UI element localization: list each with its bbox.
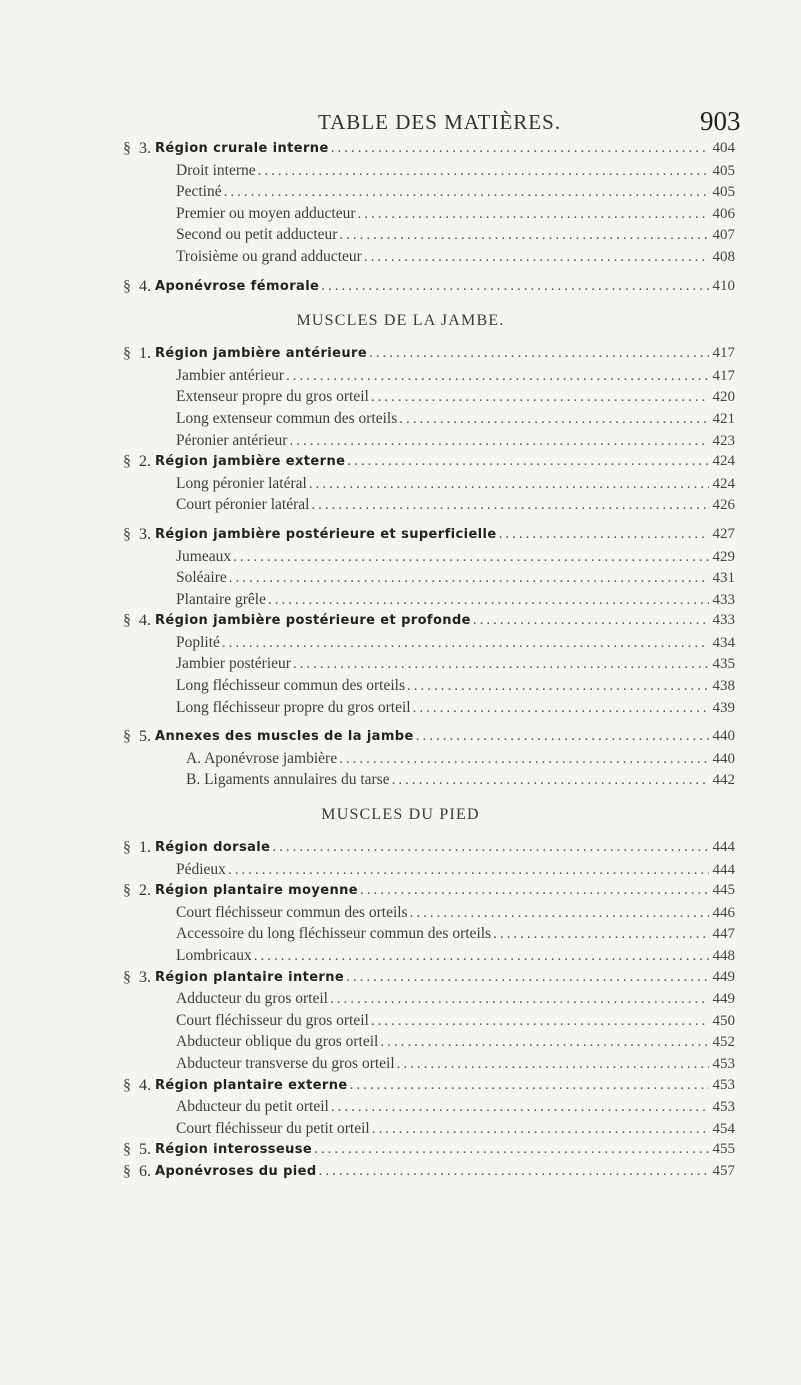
entry-page-number: 424 [712,475,735,492]
dot-leader [392,770,709,792]
entry-line [155,343,735,365]
entry-title: Région crurale interne [155,141,329,156]
entry-title: Aponévroses du pied [155,1163,317,1179]
dot-leader [397,1054,709,1076]
toc-entry [0,697,801,719]
entry-title: Adducteur du gros orteil [176,990,328,1008]
entry-title: Long fléchisseur propre du gros orteil [176,698,411,716]
entry-line [155,880,735,902]
entry-line [176,675,735,698]
toc-section-entry [0,524,801,546]
dot-leader [399,409,708,431]
toc-entry [0,473,801,495]
entry-line [155,726,735,748]
dot-leader [330,989,709,1011]
entry-line [176,1096,735,1119]
toc-entry [0,430,801,452]
section-number: 2. [139,453,151,471]
dot-leader [413,698,709,720]
entry-page-number: 444 [712,839,735,856]
spacer [0,516,801,524]
section-number: 4. [139,277,151,295]
dot-leader [331,1097,709,1119]
dot-leader [286,366,708,388]
dot-leader [372,1119,709,1141]
toc-section-entry [0,1139,801,1161]
entry-title: Long fléchisseur commun des orteils [176,677,406,695]
entry-line [155,524,735,546]
entry-title: Court fléchisseur commun des orteils [176,903,408,921]
dot-leader [347,451,708,473]
entry-line [155,451,735,473]
entry-title: Péronier antérieur [176,431,288,449]
entry-page-number: 448 [712,948,735,964]
section-mark: § [123,1141,131,1159]
toc-entry [0,988,801,1010]
entry-title: Région jambière postérieure et superficielle [155,526,497,542]
entry-title: A. Aponévrose jambière [186,749,338,767]
entry-title: Région plantaire moyenne [155,883,358,899]
section-number: 1. [139,345,151,363]
entry-page-number: 453 [712,1099,735,1116]
toc-entry [0,386,801,408]
entry-title: Région jambière antérieure [155,346,368,362]
section-mark: § [123,1162,131,1180]
entry-page-number: 417 [712,345,735,362]
section-mark: § [123,453,131,471]
toc-entry [0,408,801,430]
section-mark: § [123,345,131,363]
entry-page-number: 405 [712,162,735,179]
section-number: 2. [139,882,151,900]
entry-title: Jumeaux [176,547,232,565]
dot-leader [346,967,708,989]
entry-line [176,203,735,226]
dot-leader [364,247,709,269]
dot-leader [311,495,708,517]
entry-title: Jambier postérieur [176,655,291,673]
entry-line [176,653,735,676]
section-mark: § [123,140,131,157]
entry-title: Région plantaire externe [155,1077,348,1093]
entry-line [176,1010,735,1033]
dot-leader [228,860,709,882]
entry-line [176,1031,735,1054]
entry-title: Long extenseur commun des orteils [176,409,398,427]
entry-title: Région dorsale [155,840,271,856]
section-number: 3. [139,525,151,543]
entry-page-number: 406 [712,205,735,222]
section-mark: § [123,968,131,986]
toc-entry [0,224,801,246]
dot-leader [309,474,709,496]
entry-title: Premier ou moyen adducteur [176,204,356,222]
entry-line [176,181,735,204]
toc-entry [0,246,801,268]
section-number: 3. [139,968,151,986]
dot-leader [416,726,709,748]
toc-section-entry [0,837,801,859]
toc-entry [0,653,801,675]
toc-section-entry [0,610,801,632]
entry-title: Soléaire [176,569,227,587]
toc-entry [0,1031,801,1053]
dot-leader [258,161,709,183]
dot-leader [369,343,708,365]
entry-line [186,748,735,771]
toc-entry [0,1118,801,1140]
entry-title: Annexes des muscles de la jambe [155,729,414,745]
toc-section-entry [0,138,801,160]
toc-section-entry [0,1161,801,1183]
entry-title: Jambier antérieur [176,366,285,384]
entry-page-number: 427 [712,525,735,542]
entry-line [176,923,735,946]
table-of-contents [0,138,801,1183]
entry-line [176,988,735,1011]
entry-page-number: 408 [712,248,735,265]
entry-page-number: 440 [712,728,735,745]
entry-page-number: 455 [712,1141,735,1158]
section-number: 5. [139,1141,151,1159]
entry-page-number: 435 [712,656,735,673]
entry-page-number: 433 [712,591,735,608]
entry-title: Troisième ou grand adducteur [176,247,362,265]
entry-line [176,494,735,517]
entry-title: Court fléchisseur du petit orteil [176,1119,370,1137]
entry-line [176,224,735,247]
entry-line [155,1139,735,1161]
entry-page-number: 410 [712,277,735,294]
dot-leader [407,676,708,698]
entry-page-number: 452 [712,1034,735,1051]
entry-page-number: 433 [712,612,735,629]
entry-line [176,546,735,569]
entry-page-number: 431 [712,570,735,587]
entry-line [155,276,735,298]
entry-page-number: 421 [712,410,735,427]
dot-leader [410,903,709,925]
toc-section-entry [0,1075,801,1097]
section-mark: § [123,882,131,900]
entry-line [186,769,735,792]
section-number: 5. [139,728,151,746]
entry-page-number: 420 [712,389,735,406]
toc-entry [0,181,801,203]
entry-title: Droit interne [176,161,256,179]
section-mark: § [123,525,131,543]
toc-section-entry [0,276,801,298]
section-mark: § [123,277,131,295]
dot-leader [371,1011,709,1033]
page-number: 903 [700,106,741,136]
entry-page-number: 454 [712,1120,735,1137]
entry-page-number: 426 [712,497,735,514]
entry-line [155,967,735,989]
entry-line [176,632,735,655]
entry-title: Région jambière postérieure et profonde [155,613,471,629]
toc-entry [0,902,801,924]
page-header [0,106,801,136]
entry-title: Court péronier latéral [176,496,310,514]
dot-leader [371,387,709,409]
toc-entry [0,675,801,697]
toc-entry [0,923,801,945]
entry-page-number: 447 [712,926,735,943]
entry-line [155,610,735,632]
toc-entry [0,1096,801,1118]
entry-page-number: 449 [712,968,735,985]
entry-page-number: 453 [712,1055,735,1072]
entry-page-number: 446 [712,904,735,921]
dot-leader [224,182,709,204]
spacer [0,268,801,276]
dot-leader [254,946,709,968]
section-number: 4. [139,1076,151,1094]
section-heading: MUSCLES DU PIED [321,806,480,824]
entry-line [155,138,735,160]
spacer [0,718,801,726]
dot-leader [499,524,709,546]
dot-leader [289,431,708,453]
section-number: 1. [139,839,151,857]
entry-line [176,386,735,409]
toc-entry [0,769,801,791]
toc-entry [0,160,801,182]
toc-entry [0,945,801,967]
entry-page-number: 449 [712,991,735,1008]
section-mark: § [123,728,131,746]
entry-title: Lombricaux [176,947,252,964]
toc-entry [0,203,801,225]
entry-title: Région jambière externe [155,454,346,470]
dot-leader [339,749,708,771]
entry-page-number: 457 [712,1162,735,1179]
dot-leader [360,880,709,902]
toc-entry [0,365,801,387]
entry-line [176,1118,735,1141]
dot-leader [380,1032,708,1054]
toc-entry [0,859,801,881]
entry-title: Abducteur transverse du gros orteil [176,1054,395,1072]
entry-line [155,1161,735,1183]
entry-page-number: 405 [712,184,735,201]
entry-page-number: 450 [712,1012,735,1029]
entry-page-number: 439 [712,699,735,716]
toc-entry [0,546,801,568]
entry-page-number: 445 [712,882,735,899]
toc-section-entry [0,967,801,989]
entry-line [176,473,735,496]
entry-page-number: 429 [712,548,735,565]
dot-leader [493,924,708,946]
entry-title: Second ou petit adducteur [176,226,338,244]
section-heading: MUSCLES DE LA JAMBE. [296,312,505,330]
entry-line [155,837,735,859]
entry-title: Pectiné [176,183,222,201]
entry-line [176,408,735,431]
entry-page-number: 424 [712,453,735,470]
dot-leader [272,837,708,859]
dot-leader [350,1075,709,1097]
entry-page-number: 404 [712,140,735,156]
entry-page-number: 407 [712,227,735,244]
dot-leader [357,204,708,226]
entry-page-number: 440 [712,750,735,767]
toc-entry [0,494,801,516]
dot-leader [293,654,709,676]
dot-leader [233,547,708,569]
toc-entry [0,567,801,589]
toc-section-entry [0,451,801,473]
section-mark: § [123,839,131,857]
entry-title: Pédieux [176,860,226,878]
entry-title: Extenseur propre du gros orteil [176,388,369,406]
section-mark: § [123,612,131,630]
entry-line [176,859,735,882]
entry-line [155,1075,735,1097]
entry-line [176,945,735,968]
toc-section-entry [0,343,801,365]
running-title: TABLE DES MATIÈRES. [318,110,562,134]
entry-title: Région plantaire interne [155,969,345,985]
entry-page-number: 444 [712,861,735,878]
entry-line [176,365,735,388]
toc-section-entry [0,880,801,902]
entry-title: Région interosseuse [155,1142,313,1158]
entry-line [176,246,735,269]
entry-title: Accessoire du long fléchisseur commun des orteils [176,925,492,943]
dot-leader [473,610,709,632]
entry-line [176,430,735,453]
entry-line [176,589,735,612]
entry-line [176,567,735,590]
entry-page-number: 438 [712,678,735,695]
entry-title: Abducteur oblique du gros orteil [176,1033,379,1051]
toc-entry [0,1053,801,1075]
toc-section-entry [0,726,801,748]
dot-leader [321,276,708,298]
section-number: 6. [139,1162,151,1180]
section-number: 4. [139,612,151,630]
dot-leader [268,590,709,612]
entry-page-number: 423 [712,432,735,449]
entry-title: B. Ligaments annulaires du tarse [186,771,390,789]
entry-line [176,160,735,183]
dot-leader [229,568,709,590]
entry-title: Abducteur du petit orteil [176,1098,329,1116]
entry-title: Aponévrose fémorale [155,278,320,294]
section-mark: § [123,1076,131,1094]
entry-title: Poplité [176,633,220,651]
entry-line [176,1053,735,1076]
toc-entry [0,748,801,770]
dot-leader [339,225,708,247]
entry-page-number: 442 [712,772,735,789]
entry-page-number: 417 [712,367,735,384]
dot-leader [314,1139,708,1161]
dot-leader [222,633,709,655]
dot-leader [319,1161,709,1183]
toc-entry [0,1010,801,1032]
toc-entry [0,589,801,611]
dot-leader [331,138,709,160]
toc-entry [0,632,801,654]
entry-title: Long péronier latéral [176,474,307,492]
entry-line [176,697,735,720]
entry-page-number: 434 [712,634,735,651]
entry-title: Plantaire grêle [176,590,266,608]
entry-line [176,902,735,925]
entry-page-number: 453 [712,1076,735,1093]
entry-title: Court fléchisseur du gros orteil [176,1011,369,1029]
section-number: 3. [139,140,151,157]
